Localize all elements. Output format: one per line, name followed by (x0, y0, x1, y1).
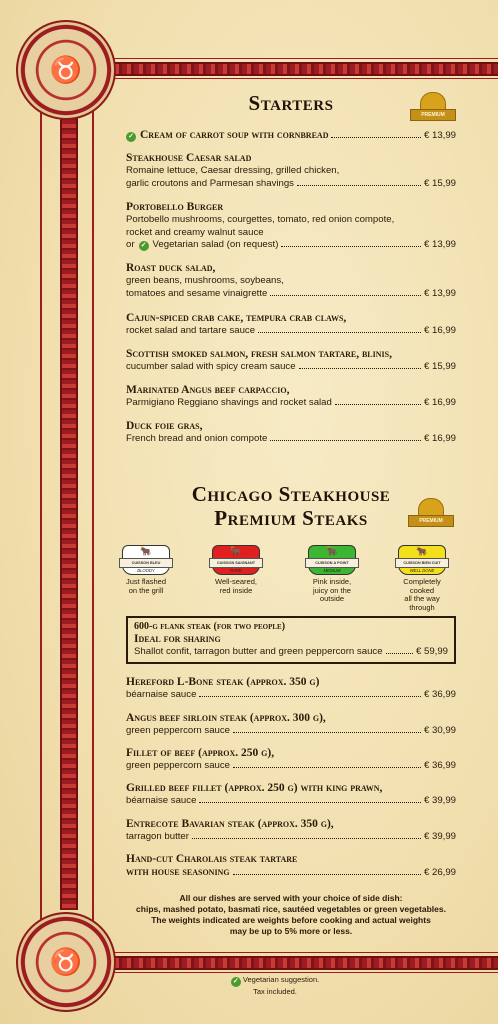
item-title: Steakhouse Caesar salad (126, 152, 252, 164)
item-row (126, 361, 456, 374)
item-row (126, 397, 456, 410)
doneness-desc: juicy on the outside (313, 585, 351, 603)
item-price: € 13,99 (423, 239, 456, 250)
steaks-heading (126, 482, 456, 530)
leader-dots (233, 732, 421, 733)
menu-item (126, 853, 456, 880)
border-line (92, 40, 94, 990)
doneness-desc: all the way through (404, 594, 440, 612)
top-border (110, 62, 498, 76)
doneness-desc: Pink inside, (312, 577, 352, 586)
doneness-cook: RARE (230, 568, 242, 573)
item-desc: Parmigiano Reggiano shavings and rocket salad (126, 397, 332, 408)
veg-note: Vegetarian suggestion. (242, 975, 320, 984)
leader-dots (299, 368, 421, 369)
leader-dots (331, 137, 421, 138)
menu-item (126, 262, 456, 300)
steaks-heading-line1: Chicago Steakhouse (191, 482, 391, 506)
item-row (126, 795, 456, 808)
bottom-border (110, 956, 498, 970)
menu-item (126, 384, 456, 410)
item-desc: tarragon butter (126, 831, 189, 842)
leader-dots (281, 246, 421, 247)
item-price: € 30,99 (423, 725, 456, 736)
featured-subtitle: Ideal for sharing (134, 633, 221, 645)
doneness-desc: Completely cooked (403, 577, 441, 595)
item-row (126, 831, 456, 844)
item-price: € 36,99 (423, 689, 456, 700)
note-line: All our dishes are served with your choice of side dish: (179, 893, 403, 903)
doneness-tag (122, 545, 170, 575)
item-row (126, 178, 456, 191)
item-title: Portobello Burger (126, 201, 224, 213)
note-line: chips, mashed potato, basmati rice, sautéed vegetables or green vegetables. (136, 904, 446, 914)
border-line (110, 972, 498, 973)
item-desc: French bread and onion compote (126, 433, 268, 444)
item-desc: garlic croutons and Parmesan shavings (126, 177, 294, 189)
starters-heading: Starters (248, 91, 334, 115)
note-line: The weights indicated are weights before cooking and actual weights (151, 915, 431, 925)
menu-item (126, 201, 456, 252)
leader-dots (270, 295, 421, 296)
menu-item (126, 676, 456, 702)
item-title: Grilled beef fillet (approx. 250 g) with king prawn, (126, 782, 383, 794)
cloche-icon: PREMIUM (408, 496, 452, 530)
leader-dots (335, 404, 421, 405)
menu-item (126, 782, 456, 808)
featured-price: € 59,99 (415, 646, 448, 657)
item-title: Entrecote Bavarian steak (approx. 350 g), (126, 818, 334, 830)
doneness-badge (116, 545, 176, 595)
leader-dots (270, 440, 421, 441)
cloche-icon: PREMIUM (410, 90, 454, 124)
item-price: € 39,99 (423, 795, 456, 806)
item-row (126, 239, 456, 252)
vertical-border (60, 110, 78, 910)
leader-dots (258, 332, 421, 333)
doneness-badge (206, 545, 266, 595)
menu-item (126, 348, 456, 374)
doneness-badge (302, 545, 362, 604)
item-title: Scottish smoked salmon, fresh salmon tartare, blinis, (126, 348, 392, 360)
item-title: Hereford L-Bone steak (approx. 350 g) (126, 676, 320, 688)
doneness-label: CUISSON SAIGNANT (209, 558, 263, 568)
doneness-cook: MEDIUM (323, 568, 341, 573)
doneness-label: CUISSON A POINT (305, 558, 359, 568)
item-desc: rocket and creamy walnut sauce (126, 226, 264, 238)
item-title: Cajun-spiced crab cake, tempura crab claws, (126, 312, 347, 324)
item-price: € 36,99 (423, 760, 456, 771)
item-price: € 16,99 (423, 433, 456, 444)
side-dish-note (126, 893, 456, 937)
menu-item (126, 818, 456, 844)
bull-head-icon: ♉ (16, 20, 116, 120)
item-price: € 15,99 (423, 361, 456, 372)
item-title: Cream of carrot soup with cornbread (140, 129, 329, 141)
tax-note: Tax included. (253, 987, 297, 996)
doneness-tag (398, 545, 446, 575)
leader-dots (386, 653, 413, 654)
item-row (126, 760, 456, 773)
item-desc: green beans, mushrooms, soybeans, (126, 275, 284, 286)
bull-head-icon: ♉ (16, 912, 116, 1012)
leader-dots (199, 696, 421, 697)
leader-dots (233, 767, 421, 768)
menu-item (126, 312, 456, 338)
leaf-icon: ✓ (231, 977, 241, 987)
item-price: € 16,99 (423, 325, 456, 336)
featured-steak-box (126, 616, 456, 664)
doneness-label: CUISSON BLEU (119, 558, 173, 568)
item-row (126, 866, 456, 880)
doneness-cook: BLOODY (137, 568, 155, 573)
cow-icon: 🐂 (230, 546, 242, 556)
item-desc: green peppercorn sauce (126, 760, 231, 771)
item-price: € 39,99 (423, 831, 456, 842)
item-title: Duck foie gras, (126, 420, 203, 432)
border-line (110, 58, 498, 59)
item-desc: Vegetarian salad (on request) (152, 239, 279, 250)
item-desc: cucumber salad with spicy cream sauce (126, 361, 296, 372)
leader-dots (192, 838, 421, 839)
item-desc: green peppercorn sauce (126, 725, 231, 736)
item-desc: Romaine lettuce, Caesar dressing, grilled chicken, (126, 165, 340, 176)
featured-title: 600-g flank steak (for two people) (134, 621, 286, 632)
item-price: € 13,99 (423, 287, 456, 299)
leader-dots (297, 185, 421, 186)
item-desc: rocket salad and tartare sauce (126, 325, 256, 336)
menu-item (126, 747, 456, 773)
doneness-label: CUISSON BIEN CUIT (395, 558, 449, 568)
item-prefix: or (126, 239, 135, 250)
cow-icon: 🐂 (416, 546, 428, 556)
menu-item (126, 152, 456, 190)
item-row (126, 325, 456, 338)
item-desc: tomatoes and sesame vinaigrette (126, 287, 268, 299)
note-line: may be up to 5% more or less. (229, 926, 353, 936)
item-title: Hand-cut Charolais steak tartare (126, 853, 298, 865)
footer (200, 975, 350, 996)
doneness-tag (212, 545, 260, 575)
doneness-cook: WELL DONE (409, 568, 435, 573)
item-desc: Portobello mushrooms, courgettes, tomato, red onion compote, (126, 214, 395, 225)
steaks-heading-line2: Premium Steaks (214, 506, 368, 530)
item-desc: béarnaise sauce (126, 689, 197, 700)
item-title: Angus beef sirloin steak (approx. 300 g), (126, 712, 326, 724)
item-row (126, 433, 456, 446)
leader-dots (199, 802, 421, 803)
leaf-icon: ✓ (126, 132, 136, 142)
doneness-tag (308, 545, 356, 575)
doneness-desc: on the grill (128, 585, 164, 595)
doneness-legend (120, 545, 460, 612)
doneness-desc: Well-seared, (215, 577, 257, 586)
doneness-desc: red inside (219, 585, 253, 595)
menu-item (126, 420, 456, 446)
border-line (110, 952, 498, 953)
item-title: Fillet of beef (approx. 250 g), (126, 747, 275, 759)
item-desc: béarnaise sauce (126, 795, 197, 806)
cow-icon: 🐂 (140, 546, 152, 556)
item-price: € 26,99 (423, 867, 456, 878)
doneness-desc: Just flashed (125, 577, 167, 586)
item-title: Marinated Angus beef carpaccio, (126, 384, 290, 396)
menu-item (126, 129, 456, 143)
leader-dots (233, 874, 421, 875)
border-line (110, 78, 498, 79)
leaf-icon: ✓ (139, 241, 149, 251)
doneness-badge (392, 545, 452, 612)
menu-item (126, 712, 456, 738)
item-price: € 15,99 (423, 177, 456, 189)
item-price: € 13,99 (423, 130, 456, 141)
item-price: € 16,99 (423, 397, 456, 408)
item-title: Roast duck salad, (126, 262, 216, 274)
item-row (126, 725, 456, 738)
item-title-line: with house seasoning (126, 866, 230, 878)
cow-icon: 🐂 (326, 546, 338, 556)
item-row (126, 689, 456, 702)
item-row (126, 288, 456, 301)
item-row (126, 129, 456, 143)
border-line (40, 40, 42, 990)
featured-desc: Shallot confit, tarragon butter and green peppercorn sauce (134, 646, 383, 657)
